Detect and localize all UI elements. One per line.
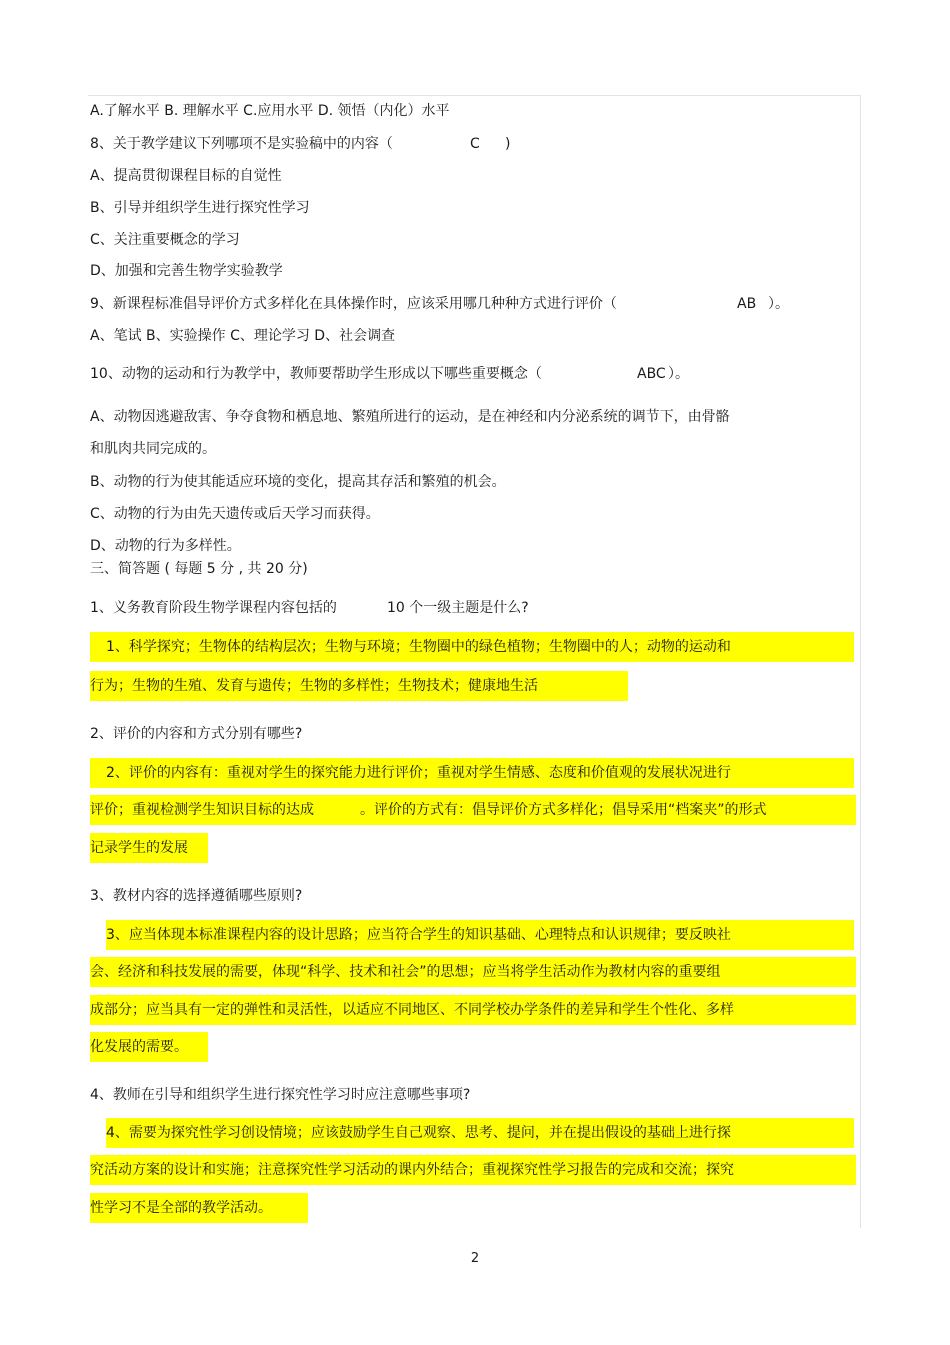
sq2-question: 2、评价的内容和方式分别有哪些? xyxy=(90,726,303,742)
q8-option-d: D、加强和完善生物学实验教学 xyxy=(90,263,283,279)
q9-stem: 9、新课程标准倡导评价方式多样化在具体操作时，应该采用哪几种种方式进行评价（ xyxy=(90,296,617,312)
sq1-question-a: 1、义务教育阶段生物学课程内容包括的 xyxy=(90,600,337,616)
sq3-answer-line-1: 3、应当体现本标准课程内容的设计思路；应当符合学生的知识基础、心理特点和认识规律；要反映社 xyxy=(106,920,854,950)
q10-answer: ABC xyxy=(637,366,666,382)
section-heading: 三、简答题 ( 每题 5 分 , 共 20 分) xyxy=(90,561,308,577)
sq4-question: 4、教师在引导和组织学生进行探究性学习时应注意哪些事项? xyxy=(90,1087,471,1103)
q8-stem: 8、关于教学建议下列哪项不是实验稿中的内容（ xyxy=(90,136,393,152)
sq3-question: 3、教材内容的选择遵循哪些原则? xyxy=(90,888,303,904)
q8-option-c: C、关注重要概念的学习 xyxy=(90,232,240,248)
q10-option-a: A、动物因逃避敌害、争夺食物和栖息地、繁殖所进行的运动，是在神经和内分泌系统的调节下，由骨骼 xyxy=(90,409,730,425)
sq2-answer-line-1: 2、评价的内容有：重视对学生的探究能力进行评价；重视对学生情感、态度和价值观的发展状况进行 xyxy=(90,758,854,788)
q10-option-d: D、动物的行为多样性。 xyxy=(90,538,241,554)
q8-option-b: B、引导并组织学生进行探究性学习 xyxy=(90,200,310,216)
sq3-answer-line-4: 化发展的需要。 xyxy=(90,1032,208,1062)
sq2-answer-line-3: 记录学生的发展 xyxy=(90,833,208,863)
sq4-answer-line-3: 性学习不是全部的教学活动。 xyxy=(90,1193,308,1223)
page-number: 2 xyxy=(470,1251,480,1266)
sq4-answer-line-2: 究活动方案的设计和实施；注意探究性学习活动的课内外结合；重视探究性学习报告的完成和交流；探究 xyxy=(90,1155,856,1185)
q8-close: ) xyxy=(505,136,511,152)
sq1-answer-line-1: 1、科学探究；生物体的结构层次；生物与环境；生物圈中的绿色植物；生物圈中的人；动物的运动和 xyxy=(90,632,854,662)
q10-option-a-cont: 和肌肉共同完成的。 xyxy=(90,441,216,457)
q8-option-a: A、提高贯彻课程目标的自觉性 xyxy=(90,168,282,184)
sq1-question-b: 10 个一级主题是什么? xyxy=(387,600,529,616)
sq3-answer-line-2: 会、经济和科技发展的需要，体现“科学、技术和社会”的思想；应当将学生活动作为教材内容的重要组 xyxy=(90,957,856,987)
q10-option-c: C、动物的行为由先天遗传或后天学习而获得。 xyxy=(90,506,380,522)
q10-close: ）。 xyxy=(668,366,689,382)
q9-options: A、笔试 B、实验操作 C、理论学习 D、社会调查 xyxy=(90,328,396,344)
sq1-answer-line-2: 行为；生物的生殖、发育与遗传；生物的多样性；生物技术；健康地生活 xyxy=(90,671,628,701)
sq3-answer-line-3: 成部分；应当具有一定的弹性和灵活性，以适应不同地区、不同学校办学条件的差异和学生个性化、多样 xyxy=(90,995,856,1025)
q10-option-b: B、动物的行为使其能适应环境的变化，提高其存活和繁殖的机会。 xyxy=(90,474,506,490)
q9-close: ）。 xyxy=(768,296,789,312)
q10-stem: 10、动物的运动和行为教学中，教师要帮助学生形成以下哪些重要概念（ xyxy=(90,366,542,382)
q7-options: A.了解水平 B. 理解水平 C.应用水平 D. 领悟（内化）水平 xyxy=(90,103,450,119)
q8-answer: C xyxy=(470,136,480,152)
sq4-answer-line-1: 4、需要为探究性学习创设情境；应该鼓励学生自己观察、思考、提问，并在提出假设的基础上进行探 xyxy=(106,1118,854,1148)
sq2-answer-line-2: 评价；重视检测学生知识目标的达成 。评价的方式有：倡导评价方式多样化；倡导采用“档案夹”的形式 xyxy=(90,795,856,825)
q9-answer: AB xyxy=(737,296,757,312)
